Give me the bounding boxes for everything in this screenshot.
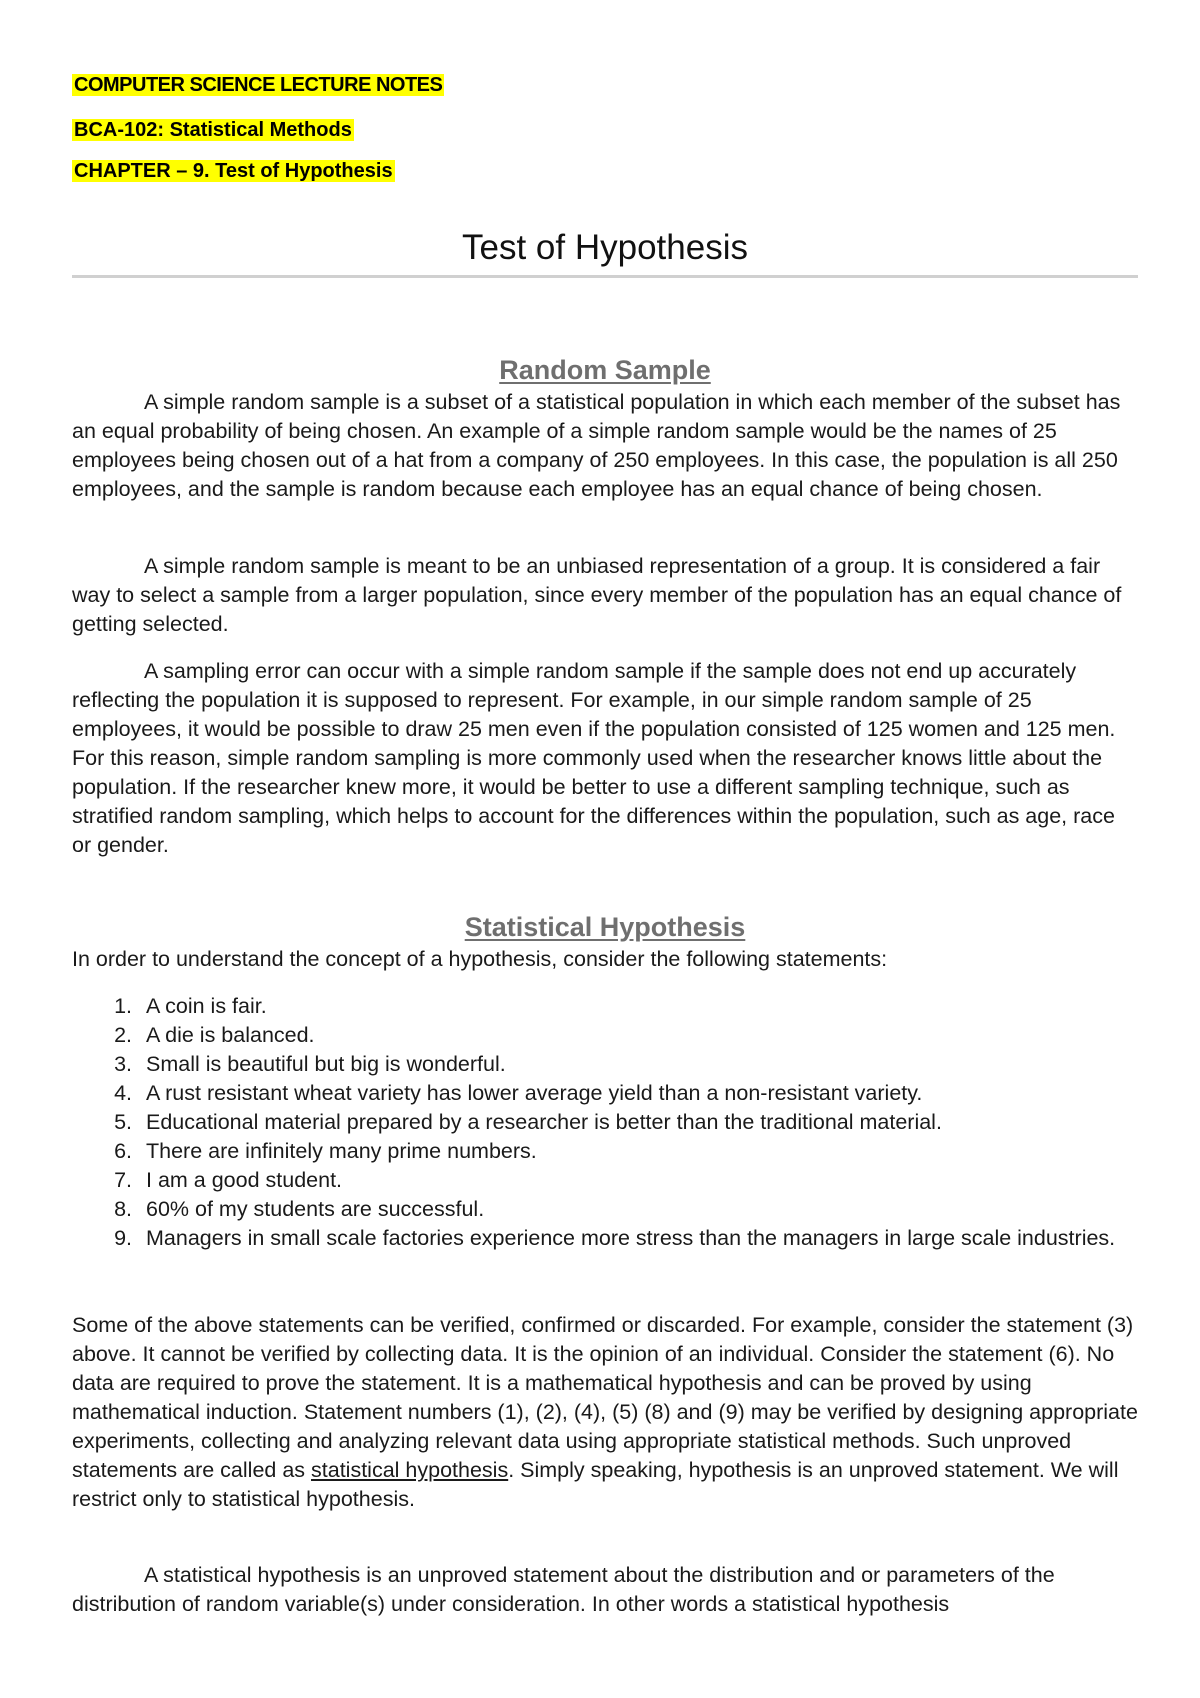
statistical-hypothesis-heading: Statistical Hypothesis: [464, 912, 746, 942]
list-item: [72, 1224, 1138, 1253]
list-item-text: A rust resistant wheat variety has lower average yield than a non-resistant variety.: [146, 1081, 923, 1105]
paragraph-text-b: . Simply speaking, hypothesis is an unproved statement. We will restrict only to statistical hypothesis.: [72, 1458, 1119, 1511]
list-item: [72, 1137, 1138, 1166]
statistical-hypothesis-paragraph-2: A statistical hypothesis is an unproved statement about the distribution and or parameters of the distribution of random variable(s) under consideration. In other words a statistical hypothesis: [72, 1563, 1055, 1616]
document-title: Test of Hypothesis: [462, 228, 748, 267]
random-sample-paragraph-1: A simple random sample is a subset of a statistical population in which each member of the subset has an equal probability of being chosen. An example of a simple random sample would be the names of 25 employees being chosen out of a hat from a company of 250 employees. In this case, the population is all 250 employees, and the sample is random because each employee has an equal chance of being chosen.: [72, 390, 1121, 501]
statistical-hypothesis-intro: In order to understand the concept of a hypothesis, consider the following statements:: [72, 947, 888, 971]
random-sample-paragraph-3: A sampling error can occur with a simple random sample if the sample does not end up accurately reflecting the population it is supposed to represent. For example, in our simple random sample of 25 employees, it would be possible to draw 25 men even if the population consisted of 125 women and 125 men. For this reason, simple random sampling is more commonly used when the researcher knows little about the population. If the researcher knew more, it would be better to use a different sampling technique, such as stratified random sampling, which helps to account for the differences within the population, such as age, race or gender.: [72, 659, 1116, 857]
subject-header: [72, 119, 354, 142]
statistical-hypothesis-term: statistical hypothesis: [311, 1458, 509, 1482]
list-item-text: There are infinitely many prime numbers.: [146, 1139, 537, 1163]
list-item: [72, 1195, 1138, 1224]
list-item-text: I am a good student.: [146, 1168, 343, 1192]
statistical-hypothesis-paragraph-1: [72, 1311, 1138, 1514]
list-item-number: 3.: [114, 1052, 132, 1076]
list-item-number: 6.: [114, 1139, 132, 1163]
list-item: [72, 1079, 1138, 1108]
list-item-number: 5.: [114, 1110, 132, 1134]
list-item-number: 1.: [114, 994, 132, 1018]
list-item-text: A die is balanced.: [146, 1023, 315, 1047]
list-item-number: 8.: [114, 1197, 132, 1221]
statement-list: [72, 992, 1138, 1253]
random-sample-paragraph-2: A simple random sample is meant to be an unbiased representation of a group. It is considered a fair way to select a sample from a larger population, since every member of the population has an equal chance of getting selected.: [72, 554, 1122, 636]
chapter-header-text: CHAPTER – 9. Test of Hypothesis: [74, 160, 393, 182]
list-item: [72, 1050, 1138, 1079]
list-item-text: A coin is fair.: [146, 994, 267, 1018]
list-item-text: 60% of my students are successful.: [146, 1197, 485, 1221]
list-item-number: 4.: [114, 1081, 132, 1105]
list-item: [72, 1166, 1138, 1195]
list-item-text: Small is beautiful but big is wonderful.: [146, 1052, 506, 1076]
paragraph-text-a: Some of the above statements can be verified, confirmed or discarded. For example, consider the statement (3) above. It cannot be verified by collecting data. It is the opinion of an individual. Consider the statement (6). No data are required to prove the statement. It is a mathematical hypothesis and can be proved by using mathematical induction. Statement numbers (1), (2), (4), (5) (8) and (9) may be verified by designing appropriate experiments, collecting and analyzing relevant data using appropriate statistical methods. Such unproved statements are called as: [72, 1313, 1138, 1482]
title-divider: [72, 275, 1138, 278]
list-item-number: 9.: [114, 1226, 132, 1250]
subject-header-text: BCA-102: Statistical Methods: [74, 119, 352, 141]
list-item-text: Educational material prepared by a researcher is better than the traditional material.: [146, 1110, 942, 1134]
list-item-number: 2.: [114, 1023, 132, 1047]
list-item: [72, 1108, 1138, 1137]
list-item: [72, 992, 1138, 1021]
list-item-text: Managers in small scale factories experience more stress than the managers in large scale industries.: [146, 1226, 1116, 1250]
list-item-number: 7.: [114, 1168, 132, 1192]
chapter-header: [72, 160, 395, 183]
random-sample-heading: Random Sample: [499, 355, 711, 385]
course-header: [72, 74, 444, 97]
course-header-text: COMPUTER SCIENCE LECTURE NOTES: [74, 74, 443, 96]
list-item: [72, 1021, 1138, 1050]
